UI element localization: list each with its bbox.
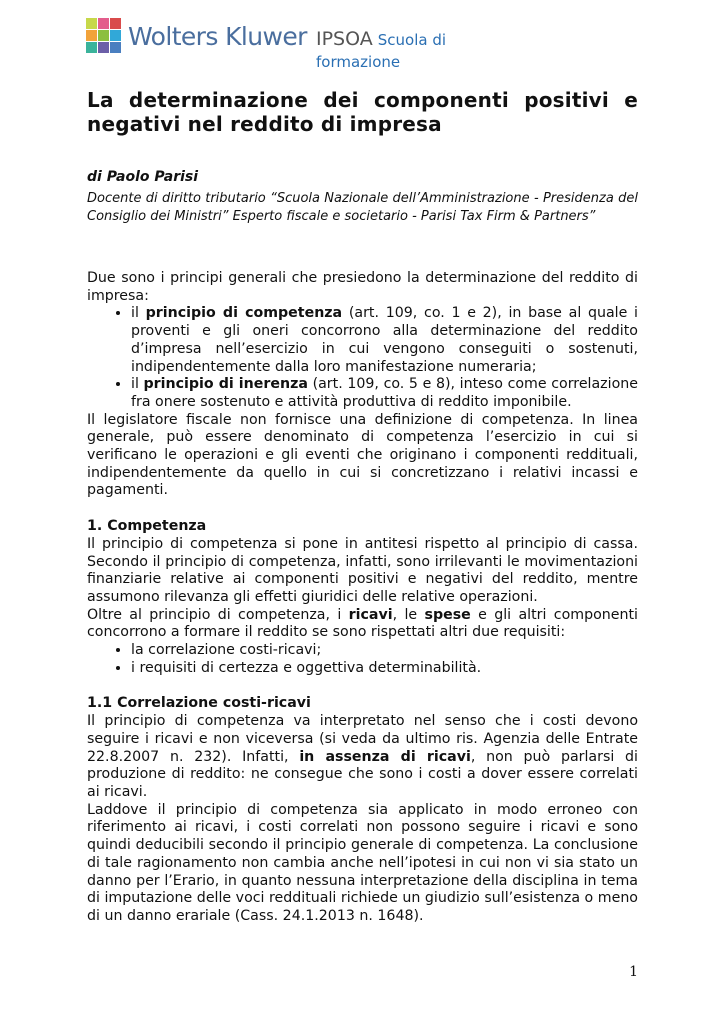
paragraph: Laddove il principio di competenza sia applicato in modo erroneo con riferimento ai ricavi, i costi correlati non possono seguire i ricavi e sono quindi deducibili secondo il principio generale di competenza. La conclusione di tale ragionamento non cambia anche nell’ipotesi in cui non vi sia stato un danno per l’Erario, in quanto nessuna interpretazione della disciplina in tema di imputazione delle voci reddituali richiede un giudizio sull’esistenza o meno di un danno erariale (Cass. 24.1.2013 n. 1648). (87, 801, 638, 924)
author: di Paolo Parisi (87, 169, 199, 185)
bullet-pre: il (131, 376, 144, 393)
principles-list (87, 305, 638, 411)
list-item (131, 305, 638, 376)
text-run: Oltre al principio di competenza, i (87, 606, 349, 623)
requirements-list (87, 642, 638, 677)
paragraph: Il principio di competenza si pone in antitesi rispetto al principio di cassa. Secondo il principio di competenza, infatti, sono irrilevanti le movimentazioni finanziarie relative ai componenti positivi e negativi del reddito, mentre assumono rilevanza gli effetti giuridici delle relative operazioni. (87, 535, 638, 605)
text-run-bold: spese (424, 606, 471, 623)
bullet-post: (art. 109, co. 1 e 2), in base al quale i proventi e gli oneri concorrono alla determinazione del reddito d’impresa nell’esercizio in cui vengono conseguiti o sostenuti, indipendentemente dalla loro manifestazione numeraria; (131, 305, 639, 375)
document-title: La determinazione dei componenti positivi e negativi nel reddito di impresa (87, 88, 638, 136)
text-run: , le (392, 606, 425, 623)
wolters-kluwer-logo-icon (86, 18, 122, 54)
text-run: , non può parlarsi di produzione di reddito: ne consegue che sono i costi a dover essere correlati ai ricavi. (87, 748, 638, 800)
list-item: • la correlazione costi-ricavi; (131, 642, 638, 660)
header (86, 16, 506, 71)
text-run: Il principio di competenza va interpretato nel senso che i costi devono seguire i ricavi e non viceversa (si veda da ultimo ris. Agenzia delle Entrate 22.8.2007 n. 232). Infatti, (87, 713, 638, 765)
text-run-bold: ricavi (348, 606, 393, 623)
ipsoa-label: IPSOA (316, 28, 373, 50)
brand-name: Wolters Kluwer (128, 22, 307, 51)
intro-paragraph: Due sono i principi generali che presiedono la determinazione del reddito di impresa: (87, 270, 638, 304)
list-item: • i requisiti di certezza e oggettiva determinabilità. (131, 660, 638, 678)
section-heading: 1.1 Correlazione costi-ricavi (87, 695, 311, 712)
paragraph (87, 607, 638, 642)
section-heading: 1. Competenza (87, 518, 207, 535)
list-item (131, 376, 638, 411)
text-run: e gli altri componenti concorrono a formare il reddito se sono rispettati altri due requisiti: (87, 606, 639, 641)
ipsoa-brand (316, 28, 506, 72)
document-body (87, 88, 638, 926)
bullet-bold: principio di inerenza (143, 376, 308, 393)
page-number: 1 (629, 964, 638, 980)
author-bio: Docente di diritto tributario “Scuola Nazionale dell’Amministrazione - Presidenza del Consiglio dei Ministri” Esperto fiscale e societario - Parisi Tax Firm & Partners” (87, 191, 638, 224)
bullet-bold: principio di competenza (145, 305, 343, 322)
paragraph (87, 713, 638, 802)
paragraph: Il legislatore fiscale non fornisce una definizione di competenza. In linea generale, può essere denominato di competenza l’esercizio in cui si verificano le operazioni e gli eventi che originano i componenti reddituali, indipendentemente da quello in cui si concretizzano i relativi incassi e pagamenti. (87, 411, 638, 499)
scuola-label: Scuola di formazione (316, 31, 447, 71)
bullet-pre: il (131, 305, 146, 322)
bullet-post: (art. 109, co. 5 e 8), inteso come correlazione fra onere sostenuto e attività produttiva di reddito imponibile. (131, 376, 638, 410)
text-run-bold: in assenza di ricavi (299, 748, 471, 765)
